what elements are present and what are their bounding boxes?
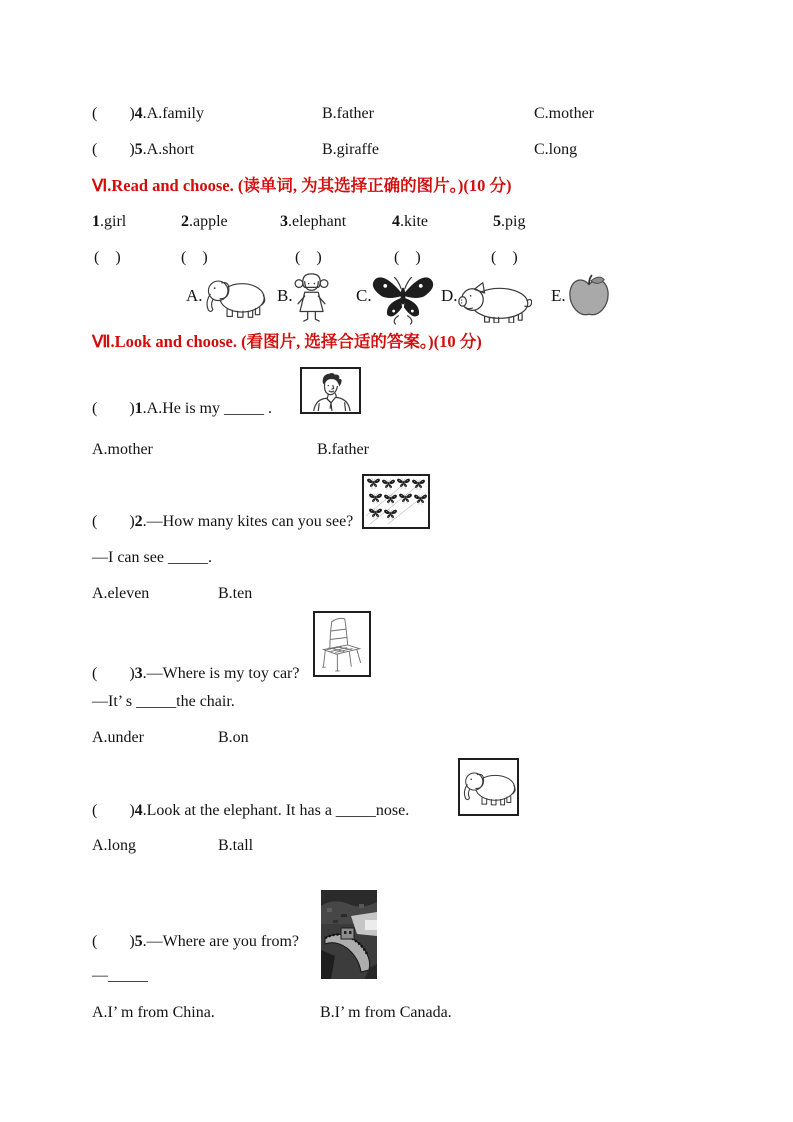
option-b: B.I’ m from Canada. (320, 1004, 452, 1021)
section-6-title: Ⅵ.Read and choose. (92, 176, 234, 195)
great-wall-photo (305, 871, 377, 1003)
answer-bracket: ( ) (295, 249, 322, 266)
option-b: B.giraffe (322, 141, 380, 158)
section-6-instructions: (读单词, 为其选择正确的图片。)(10 分) (233, 176, 512, 195)
picture-label: A. (186, 286, 203, 305)
option-b: B.father (322, 105, 374, 122)
chair-icon (316, 614, 368, 674)
question-text: .—How many kites can you see? (142, 513, 354, 530)
great-wall-icon (321, 890, 377, 979)
option-a: .A.family (142, 105, 204, 122)
question-row (92, 104, 204, 123)
pig-icon (456, 278, 532, 323)
word-item (92, 212, 126, 231)
answer-bracket: ( ) (92, 802, 135, 819)
word-text: .girl (100, 213, 127, 230)
word-text: .elephant (288, 213, 347, 230)
kites-group-image (362, 474, 430, 529)
word-number: 1 (92, 213, 100, 230)
picture-label: C. (356, 286, 372, 305)
word-number: 2 (181, 213, 189, 230)
answer-bracket: ( ) (491, 249, 518, 266)
question-number: 5 (134, 141, 143, 158)
question-number: 5 (134, 933, 143, 950)
question-row (92, 664, 299, 683)
word-text: .pig (501, 213, 526, 230)
section-7-instructions: (看图片, 选择合适的答案。)(10 分) (237, 332, 482, 351)
question-text: .—Where are you from? (142, 933, 300, 950)
answer-bracket: ( ) (92, 513, 135, 530)
elephant-image (458, 758, 519, 816)
question-text: .Look at the elephant. It has a _____nose. (142, 802, 410, 819)
answer-bracket: ( ) (181, 249, 208, 266)
word-item (280, 212, 346, 231)
word-item (493, 212, 525, 231)
word-text: .apple (189, 213, 228, 230)
question-number: 3 (134, 665, 143, 682)
answer-line: —It’ s _____the chair. (92, 693, 235, 710)
answer-bracket: ( ) (92, 400, 135, 417)
picture-label: E. (551, 286, 566, 305)
option-a: A.I’ m from China. (92, 1004, 215, 1021)
picture-label: B. (277, 286, 293, 305)
answer-bracket: ( ) (92, 933, 135, 950)
answer-bracket: ( ) (92, 105, 135, 122)
question-row (92, 512, 353, 531)
option-c: C.mother (534, 105, 594, 122)
word-number: 3 (280, 213, 288, 230)
word-item (181, 212, 228, 231)
section-7-title: Ⅶ.Look and choose. (92, 332, 238, 351)
picture-label: D. (441, 286, 458, 305)
option-b: B.father (317, 441, 369, 458)
question-row (92, 140, 194, 159)
father-portrait-image (300, 367, 361, 414)
kites-icon (364, 476, 428, 527)
option-a: .A.short (142, 141, 195, 158)
answer-bracket: ( ) (92, 141, 135, 158)
question-row (92, 399, 272, 418)
option-c: C.long (534, 141, 578, 158)
question-number: 1 (134, 400, 143, 417)
kite-icon (370, 270, 436, 326)
question-row (92, 801, 409, 820)
question-text: .A.He is my _____ . (142, 400, 272, 417)
picture-options-row (0, 270, 793, 330)
question-text: .—Where is my toy car? (142, 665, 300, 682)
question-row (92, 932, 299, 951)
option-b: B.tall (218, 837, 254, 854)
word-number: 4 (392, 213, 400, 230)
answer-bracket: ( ) (94, 249, 121, 266)
option-a: A.mother (92, 441, 153, 458)
question-number: 2 (134, 513, 143, 530)
option-b: B.on (218, 729, 249, 746)
girl-icon (293, 272, 330, 324)
section-7-header (92, 332, 482, 351)
word-item (392, 212, 428, 231)
answer-bracket: ( ) (394, 249, 421, 266)
word-text: .kite (400, 213, 428, 230)
option-b: B.ten (218, 585, 253, 602)
question-number: 4 (134, 105, 143, 122)
elephant-icon (203, 274, 267, 320)
elephant-icon (461, 765, 517, 809)
word-number: 5 (493, 213, 501, 230)
option-a: A.eleven (92, 585, 150, 602)
section-6-header (92, 176, 511, 195)
apple-icon (567, 274, 611, 320)
option-a: A.under (92, 729, 144, 746)
answer-line: —_____ (92, 967, 148, 984)
option-a: A.long (92, 837, 136, 854)
answer-bracket: ( ) (92, 665, 135, 682)
answer-line: —I can see _____. (92, 549, 212, 566)
chair-image (313, 611, 371, 677)
man-icon (304, 371, 358, 411)
question-number: 4 (134, 802, 143, 819)
